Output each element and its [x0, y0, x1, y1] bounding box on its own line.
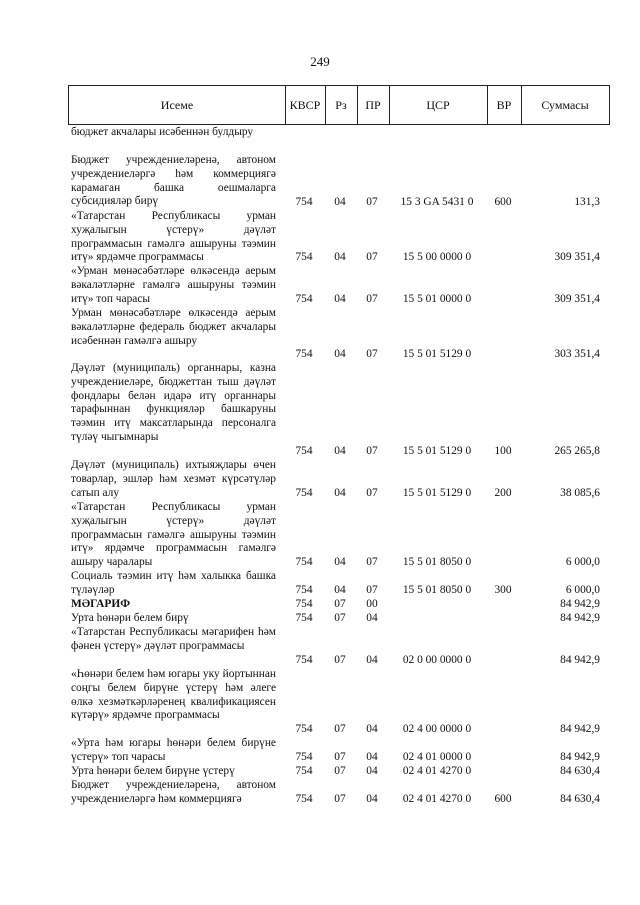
row-rz: 04	[334, 556, 346, 569]
row-pr: 07	[366, 293, 378, 306]
row-sum: 265 265,8	[554, 445, 600, 458]
row-pr: 07	[366, 196, 378, 209]
row-pr: 00	[366, 598, 378, 611]
row-name: Урман мөнәсәбәтләре өлкәсендә аерым вәкаләтләрне федераль бюджет акчалары исәбеннән гамәлгә ашыру	[71, 307, 276, 347]
row-csr: 02 0 00 0000 0	[402, 654, 472, 667]
table-row	[68, 765, 610, 779]
row-pr: 07	[366, 584, 378, 597]
row-csr: 15 5 01 5129 0	[402, 445, 472, 458]
row-rz: 07	[334, 723, 346, 736]
table-row	[68, 501, 610, 570]
row-kvsr: 754	[295, 793, 313, 806]
table-row	[68, 779, 610, 807]
row-rz: 07	[334, 654, 346, 667]
header-csr: ЦСР	[426, 98, 450, 112]
table-row	[68, 598, 610, 612]
row-sum: 309 351,4	[554, 293, 600, 306]
row-sum: 309 351,4	[554, 251, 600, 264]
row-vr: 100	[494, 445, 512, 458]
row-name: «Урта һәм югары һөнәри белем бирүне үстерү» топ чарасы	[71, 737, 276, 763]
table-row	[68, 126, 610, 154]
row-csr: 15 5 01 5129 0	[402, 487, 472, 500]
row-sum: 131,3	[574, 196, 600, 209]
row-csr: 15 5 01 0000 0	[402, 293, 472, 306]
row-pr: 04	[366, 612, 378, 625]
row-rz: 04	[334, 251, 346, 264]
row-csr: 15 5 00 0000 0	[402, 251, 472, 264]
budget-table	[68, 85, 610, 806]
row-pr: 07	[366, 556, 378, 569]
row-pr: 07	[366, 348, 378, 361]
table-row	[68, 668, 610, 737]
row-kvsr: 754	[295, 445, 313, 458]
row-name: «Татарстан Республикасы урман хуҗалыгын үстерү» дәүләт программасын гамәлгә ашыруны тәэмин итү» ярдәмче программасы	[71, 210, 276, 264]
table-row	[68, 265, 610, 307]
row-name: «Татарстан Республикасы урман хуҗалыгын үстерү» дәүләт программасын гамәлгә ашыруны тәэмин итү» ярдәмче программасын гамәлгә ашыру чаралары	[71, 501, 276, 569]
row-sum: 84 942,9	[560, 654, 600, 667]
row-name: Бюджет учреждениеләренә, автоном учреждениеләргә һәм коммерциягә карамаган башка оешмаларга субсидияләр бирү	[71, 154, 276, 208]
row-csr: 15 3 GA 5431 0	[400, 196, 474, 209]
row-name: Дәүләт (муниципаль) органнары, казна учреждениеләре, бюджеттан тыш дәүләт фондлары белән идарә итү органнары тарафыннан функцияләр башкаруны тәэмин итү максатларында персоналга түләү чыгымнары	[71, 362, 276, 443]
row-csr: 02 4 01 4270 0	[402, 765, 472, 778]
row-kvsr: 754	[295, 251, 313, 264]
table-row	[68, 570, 610, 598]
row-rz: 07	[334, 751, 346, 764]
row-sum: 84 942,9	[560, 612, 600, 625]
row-pr: 07	[366, 251, 378, 264]
row-kvsr: 754	[295, 196, 313, 209]
row-rz: 04	[334, 487, 346, 500]
row-rz: 04	[334, 445, 346, 458]
row-csr: 02 4 01 0000 0	[402, 751, 472, 764]
row-kvsr: 754	[295, 654, 313, 667]
row-csr: 15 5 01 8050 0	[402, 584, 472, 597]
row-kvsr: 754	[295, 612, 313, 625]
header-sum: Суммасы	[541, 98, 589, 112]
row-sum: 84 630,4	[560, 793, 600, 806]
row-sum: 84 942,9	[560, 598, 600, 611]
table-row	[68, 154, 610, 210]
row-rz: 04	[334, 348, 346, 361]
page-number: 249	[310, 54, 330, 69]
row-pr: 07	[366, 487, 378, 500]
row-kvsr: 754	[295, 598, 313, 611]
row-kvsr: 754	[295, 487, 313, 500]
row-vr: 600	[494, 793, 512, 806]
table-row	[68, 459, 610, 501]
row-pr: 04	[366, 793, 378, 806]
row-csr: 02 4 01 4270 0	[402, 793, 472, 806]
table-header	[68, 85, 610, 125]
row-kvsr: 754	[295, 765, 313, 778]
table-row	[68, 612, 610, 626]
row-vr: 600	[494, 196, 512, 209]
header-name: Исеме	[160, 98, 194, 112]
row-sum: 6 000,0	[565, 556, 600, 569]
row-csr: 15 5 01 5129 0	[402, 348, 472, 361]
row-kvsr: 754	[295, 751, 313, 764]
header-kvsr: КВСР	[289, 98, 321, 112]
row-kvsr: 754	[295, 348, 313, 361]
row-name: «Урман мөнәсәбәтләре өлкәсендә аерым вәкаләтләрне гамәлгә ашыруны тәэмин итү» топ чарасы	[71, 265, 276, 305]
row-name: «Татарстан Республикасы мәгарифен һәм фәнен үстерү» дәүләт программасы	[71, 626, 276, 652]
row-sum: 303 351,4	[554, 348, 600, 361]
row-rz: 07	[334, 612, 346, 625]
row-name: «Һөнәри белем һәм югары уку йортыннан соңгы белем бирүне үстерү һәм әлеге өлкә хезмәткәрләренең квалификациясен күтәрү» ярдәмче программасы	[71, 668, 276, 722]
table-row	[68, 307, 610, 362]
row-rz: 04	[334, 584, 346, 597]
row-sum: 38 085,6	[560, 487, 600, 500]
row-pr: 04	[366, 765, 378, 778]
row-sum: 6 000,0	[565, 584, 600, 597]
row-name: Урта һөнәри белем бирү	[71, 612, 189, 624]
row-sum: 84 630,4	[560, 765, 600, 778]
table-row	[68, 210, 610, 265]
header-pr: ПР	[365, 98, 381, 112]
row-pr: 04	[366, 751, 378, 764]
row-name: МӘГАРИФ	[71, 598, 130, 610]
row-sum: 84 942,9	[560, 751, 600, 764]
row-csr: 15 5 01 8050 0	[402, 556, 472, 569]
header-vr: ВР	[496, 98, 512, 112]
row-name: бюджет акчалары исәбеннән булдыру	[71, 126, 254, 138]
row-kvsr: 754	[295, 723, 313, 736]
row-name: Дәүләт (муниципаль) ихтыяҗлары өчен товарлар, эшләр һәм хезмәт күрсәтүләр сатып алу	[71, 459, 276, 499]
row-kvsr: 754	[295, 556, 313, 569]
row-pr: 07	[366, 445, 378, 458]
table-row	[68, 737, 610, 765]
row-pr: 04	[366, 723, 378, 736]
table-row	[68, 626, 610, 668]
header-rz: Рз	[335, 98, 347, 112]
row-vr: 300	[494, 584, 512, 597]
table-row	[68, 362, 610, 459]
row-kvsr: 754	[295, 584, 313, 597]
row-csr: 02 4 00 0000 0	[402, 723, 472, 736]
row-sum: 84 942,9	[560, 723, 600, 736]
row-rz: 04	[334, 293, 346, 306]
row-name: Урта һөнәри белем бирүне үстерү	[71, 765, 235, 777]
row-vr: 200	[494, 487, 512, 500]
row-rz: 07	[334, 765, 346, 778]
row-kvsr: 754	[295, 293, 313, 306]
row-rz: 07	[334, 598, 346, 611]
row-name: Бюджет учреждениеләренә, автоном учреждениеләргә һәм коммерциягә	[71, 779, 276, 805]
row-name: Социаль тәэмин итү һәм халыкка башка түләүләр	[71, 570, 276, 596]
row-pr: 04	[366, 654, 378, 667]
row-rz: 07	[334, 793, 346, 806]
row-rz: 04	[334, 196, 346, 209]
